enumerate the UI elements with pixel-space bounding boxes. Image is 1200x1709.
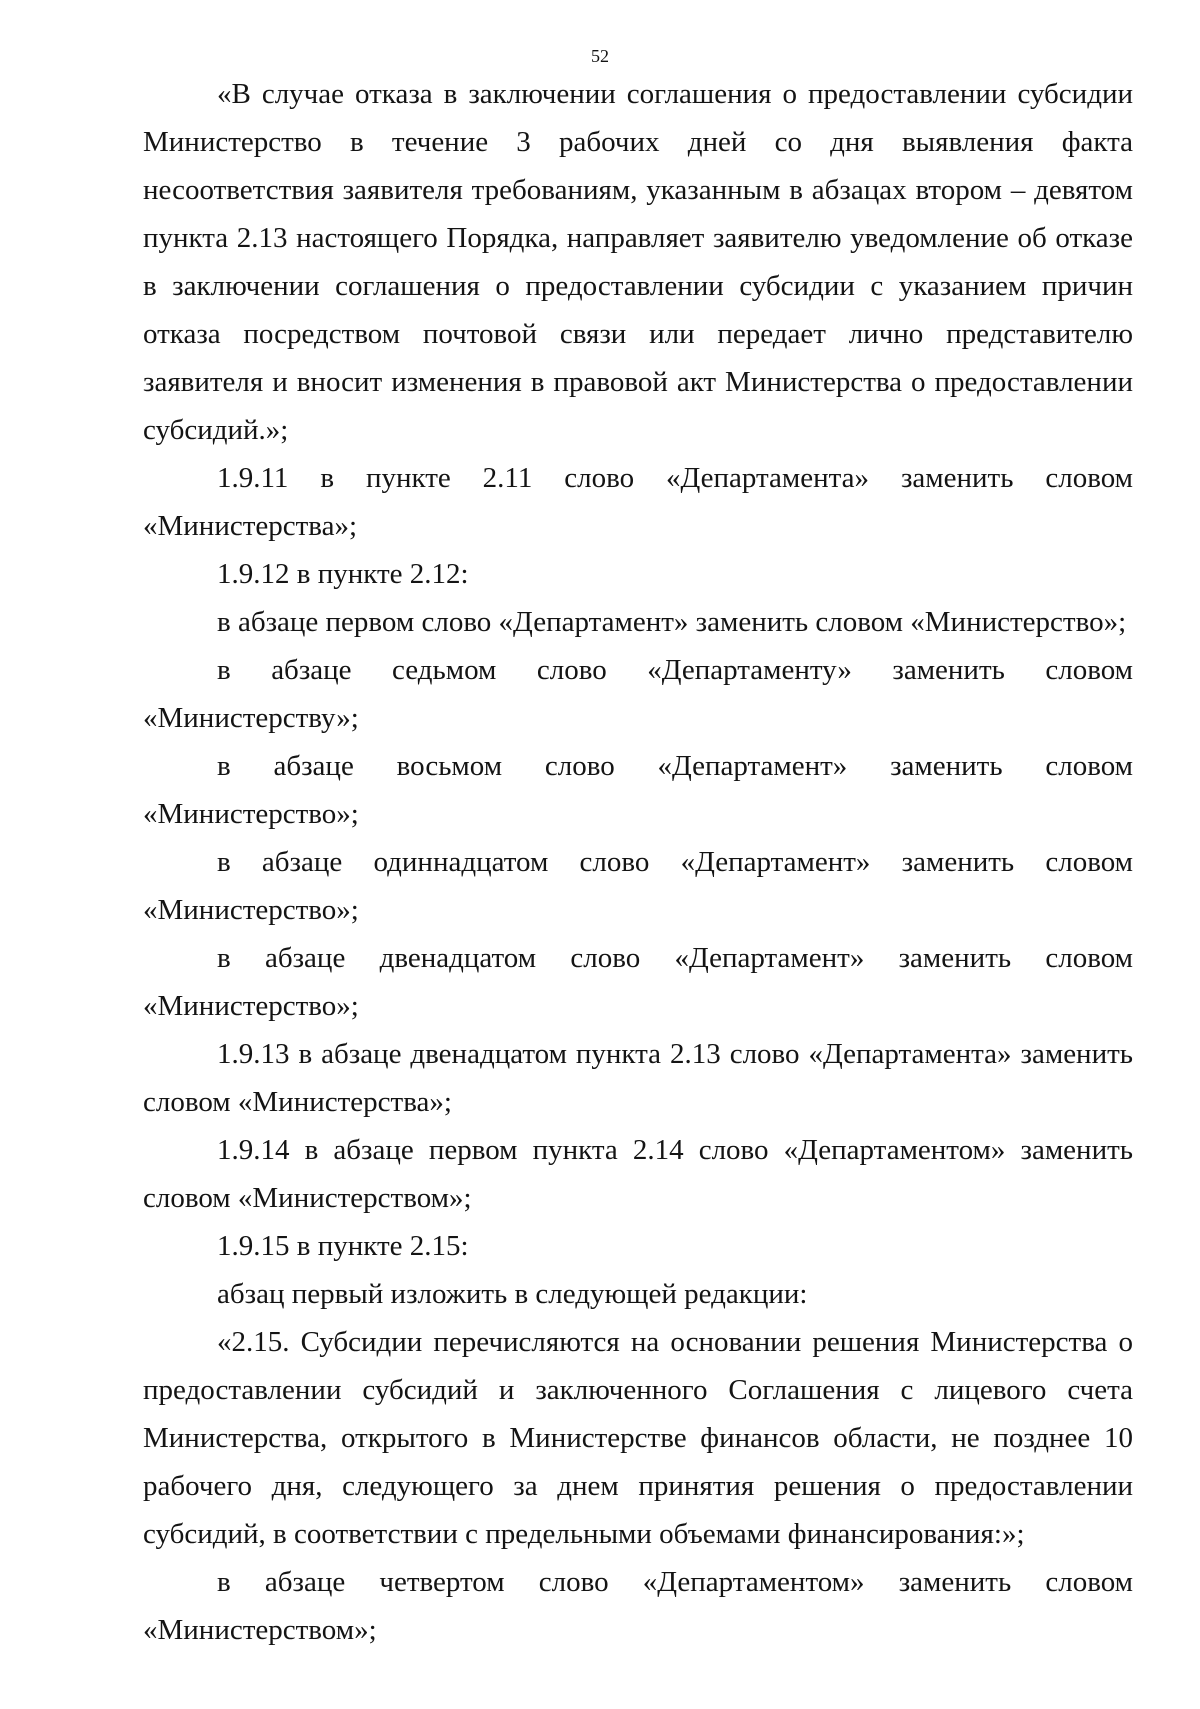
paragraph-1-9-15: 1.9.15 в пункте 2.15: — [217, 1230, 469, 1262]
paragraph-1-9-11: 1.9.11 в пункте 2.11 слово «Департамента» заменить словом «Министерства»; — [143, 462, 1133, 542]
paragraph-eighth-abzac: в абзаце восьмом слово «Департамент» заменить словом «Министерство»; — [143, 750, 1133, 830]
page-number: 52 — [591, 46, 609, 66]
paragraph-1-9-14: 1.9.14 в абзаце первом пункта 2.14 слово «Департаментом» заменить словом «Министерством»; — [143, 1134, 1133, 1214]
paragraph-1-9-12: 1.9.12 в пункте 2.12: — [217, 558, 469, 590]
paragraph-eleventh-abzac: в абзаце одиннадцатом слово «Департамент» заменить словом «Министерство»; — [143, 846, 1133, 926]
paragraph-twelfth-abzac: в абзаце двенадцатом слово «Департамент» заменить словом «Министерство»; — [143, 942, 1133, 1022]
paragraph-2-15-text: «2.15. Субсидии перечисляются на основании решения Министерства о предоставлении субсидий и заключенного Соглашения с лицевого счета Министерства, открытого в Министерстве финансов области, не позднее 10 рабочего дня, следующего за днем принятия решения о предоставлении субсидий, в соответствии с предельными объемами финансирования:»; — [143, 1326, 1133, 1550]
paragraph-fourth-abzac: в абзаце четвертом слово «Департаментом» заменить словом «Министерством»; — [143, 1566, 1133, 1646]
paragraph-first-abzac-new-edition: абзац первый изложить в следующей редакции: — [217, 1278, 808, 1310]
paragraph-first-abzac: в абзаце первом слово «Департамент» заменить словом «Министерство»; — [217, 606, 1127, 638]
paragraph-seventh-abzac: в абзаце седьмом слово «Департаменту» заменить словом «Министерству»; — [143, 654, 1133, 734]
document-body — [143, 70, 1133, 1654]
paragraph-1-9-13: 1.9.13 в абзаце двенадцатом пункта 2.13 слово «Департамента» заменить словом «Министерства»; — [143, 1038, 1133, 1118]
paragraph-refusal-notice: «В случае отказа в заключении соглашения о предоставлении субсидии Министерство в течение 3 рабочих дней со дня выявления факта несоответствия заявителя требованиям, указанным в абзацах втором – девятом пункта 2.13 настоящего Порядка, направляет заявителю уведомление об отказе в заключении соглашения о предоставлении субсидии с указанием причин отказа посредством почтовой связи или передает лично представителю заявителя и вносит изменения в правовой акт Министерства о предоставлении субсидий.»; — [143, 78, 1133, 446]
